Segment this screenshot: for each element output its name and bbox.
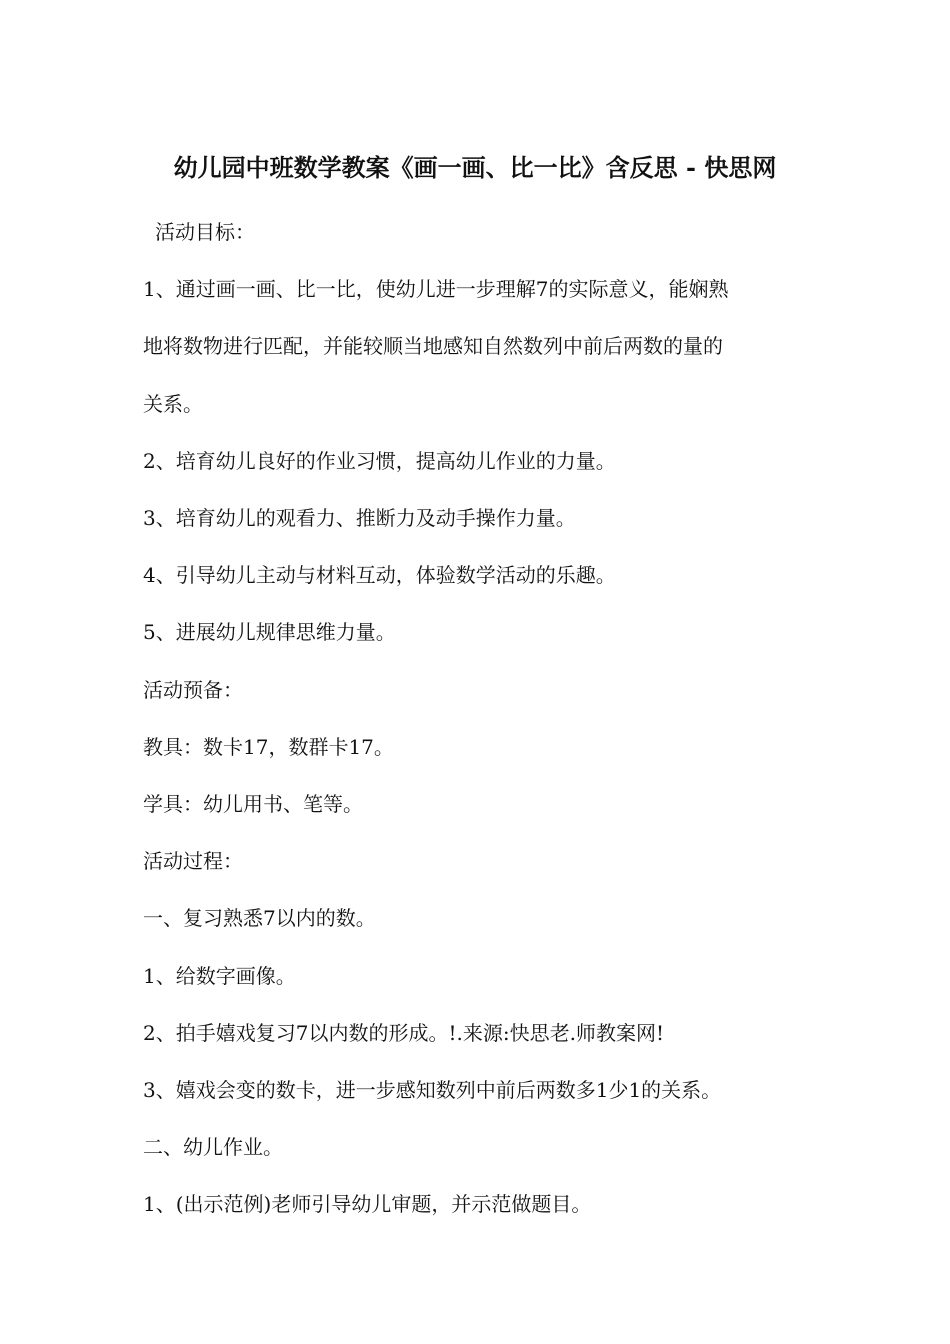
paragraph-line: 3、嬉戏会变的数卡，进一步感知数列中前后两数多1少1的关系。 — [143, 1078, 722, 1103]
paragraph-line: 2、培育幼儿良好的作业习惯，提高幼儿作业的力量。 — [143, 448, 616, 473]
paragraph-line: 地将数物进行匹配，并能较顺当地感知自然数列中前后两数的量的 — [143, 334, 723, 359]
paragraph-line: 2、拍手嬉戏复习7以内数的形成。!.来源:快思老.师教案网! — [143, 1020, 664, 1045]
paragraph-line: 1、给数字画像。 — [143, 963, 296, 988]
section-heading-preparation: 活动预备： — [143, 677, 243, 702]
paragraph-line: 4、引导幼儿主动与材料互动，体验数学活动的乐趣。 — [143, 563, 616, 588]
paragraph-line: 1、通过画一画、比一比，使幼儿进一步理解7的实际意义，能娴熟 — [143, 277, 729, 302]
section-heading-goals: 活动目标： — [155, 220, 255, 244]
document-body — [143, 204, 813, 1234]
paragraph-line: 5、进展幼儿规律思维力量。 — [143, 620, 396, 645]
paragraph-line: 3、培育幼儿的观看力、推断力及动手操作力量。 — [143, 506, 576, 531]
document-title: 幼儿园中班数学教案《画一画、比一比》含反思 - 快思网 — [173, 153, 777, 183]
paragraph-line: 学具：幼儿用书、笔等。 — [143, 792, 363, 817]
section-heading-process: 活动过程： — [143, 849, 243, 874]
paragraph-line: 1、(出示范例)老师引导幼儿审题，并示范做题目。 — [143, 1192, 592, 1217]
paragraph-line: 教具：数卡17，数群卡17。 — [143, 734, 394, 759]
paragraph-line: 关系。 — [143, 391, 203, 416]
paragraph-line: 二、幼儿作业。 — [143, 1135, 283, 1160]
paragraph-line: 一、复习熟悉7以内的数。 — [143, 906, 376, 931]
